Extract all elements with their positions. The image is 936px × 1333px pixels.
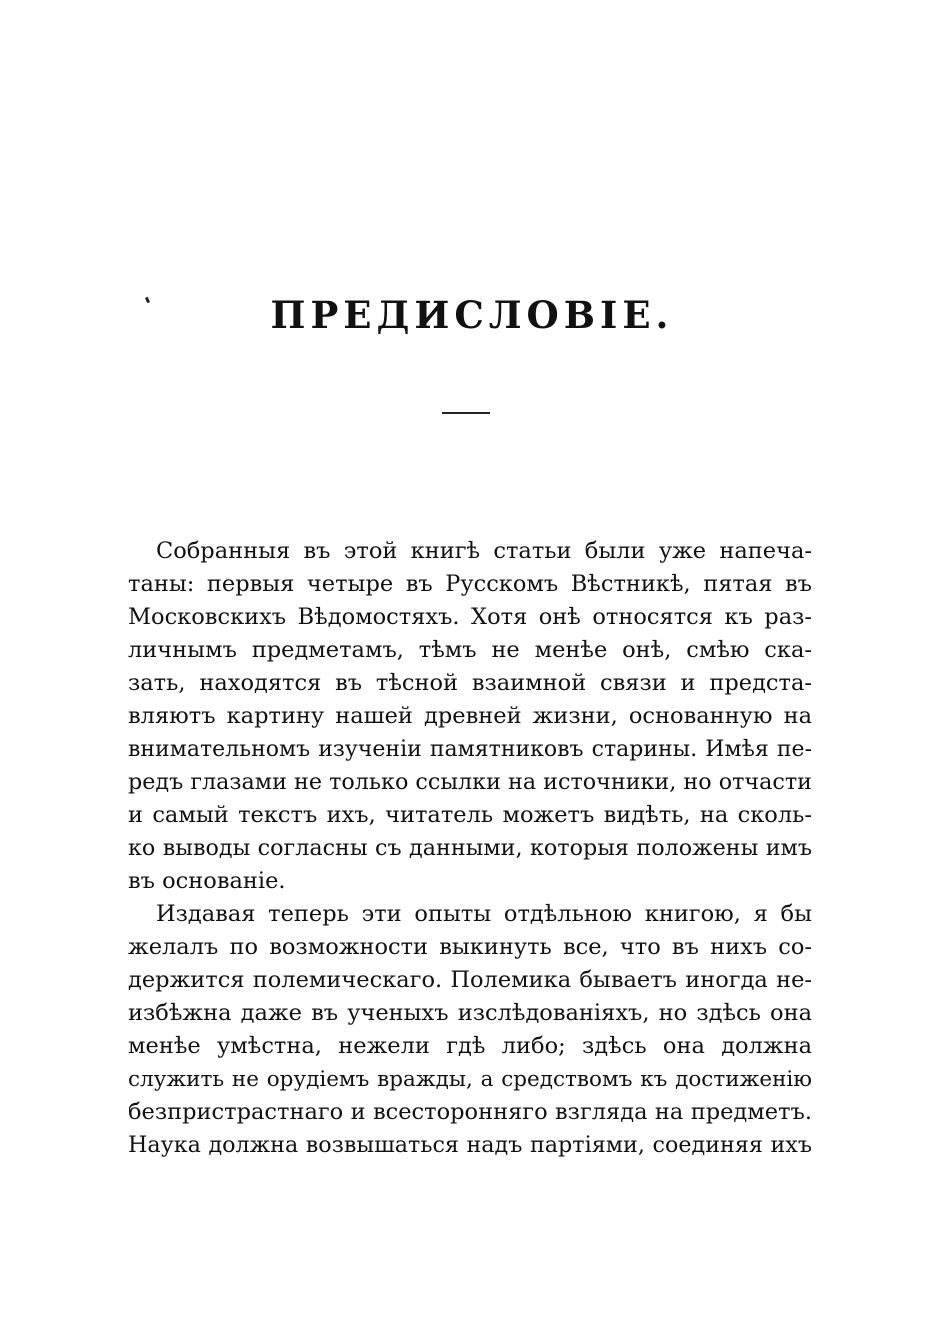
text-line: Московскихъ Вѣдомостяхъ. Хотя онѣ относятся къ раз- [128, 604, 812, 630]
text-line: Наука должна возвышаться надъ партіями, соединяя ихъ [128, 1132, 812, 1158]
text-line: и самый текстъ ихъ, читатель можетъ видѣть, на сколь- [128, 802, 812, 828]
text-line: личнымъ предметамъ, тѣмъ не менѣе онѣ, смѣю ска- [128, 637, 812, 663]
text-line: таны: первыя четыре въ Русскомъ Вѣстникѣ, пятая въ [128, 571, 812, 597]
text-line: служить не орудіемъ вражды, а средствомъ къ достиженію [128, 1067, 812, 1092]
text-line: внимательномъ изученіи памятниковъ старины. Имѣя пе- [128, 737, 812, 762]
preface-body [128, 535, 812, 1162]
page-title: ПРЕДИСЛОВІЕ. [270, 293, 674, 337]
text-line: безпристрастнаго и всесторонняго взгляда на предметъ. [128, 1099, 812, 1125]
text-line: редъ глазами не только ссылки на источники, но отчасти [128, 769, 812, 795]
text-line: въ основаніе. [128, 868, 286, 894]
text-line: Издавая теперь эти опыты отдѣльною книгою, я бы [156, 901, 812, 927]
text-line: желалъ по возможности выкинуть все, что въ нихъ со- [128, 934, 812, 960]
text-line: ко выводы согласны съ данными, которыя положены имъ [128, 835, 812, 861]
text-line: менѣе умѣстна, нежели гдѣ либо; здѣсь она должна [128, 1033, 812, 1059]
title-divider [442, 412, 490, 414]
text-line: Собранныя въ этой книгѣ статьи были уже напеча- [156, 538, 812, 564]
text-line: вляютъ картину нашей древней жизни, основанную на [128, 703, 812, 729]
text-line: зать, находятся въ тѣсной взаимной связи и предста- [128, 670, 812, 696]
text-line: держится полемическаго. Полемика бываетъ иногда не- [128, 967, 812, 993]
text-line: избѣжна даже въ ученыхъ изслѣдованіяхъ, но здѣсь она [128, 1000, 812, 1026]
